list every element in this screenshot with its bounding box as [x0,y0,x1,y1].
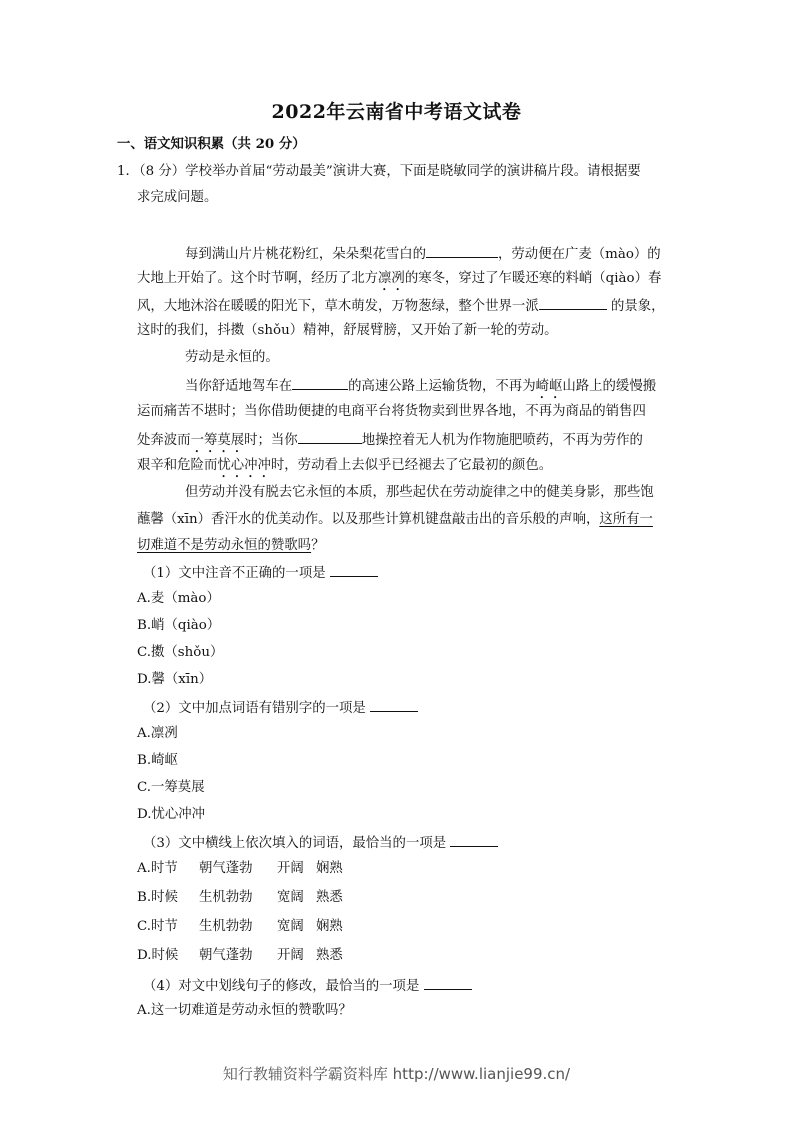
subquestion-2-option-d: D.忧心冲冲 [137,807,206,822]
page-title: 2022年云南省中考语文试卷 [271,101,522,123]
passage-p1-line2: 大地上开始了。这个时节啊，经历了北方凛冽的寒冬，穿过了乍暖还寒的料峭（qiào）春 [137,271,662,286]
passage-p3-line2: 运而痛苦不堪时；当你借助便捷的电商平台将货物卖到世界各地，不再为商品的销售四 [137,404,646,419]
answer-blank-3 [450,833,498,847]
subquestion-1-option-c: C.擞（shǒu） [137,645,224,660]
passage-p4-line1: 但劳动并没有脱去它永恒的本质，那些起伏在劳动旋律之中的健美身影，那些饱 [185,485,654,500]
question-intro-line1: 1．（8 分）学校举办首届“劳动最美”演讲大赛，下面是晓敏同学的演讲稿片段。请根据要 [117,164,641,179]
passage-p2: 劳动是永恒的。 [185,350,279,365]
subquestion-1-option-d: D.馨（xīn） [137,672,213,687]
answer-blank-2 [370,698,418,712]
section-heading: 一、语文知识积累（共 20 分） [117,136,306,152]
subquestion-2-option-a: A.凛冽 [137,726,178,741]
subquestion-1-option-a: A.麦（mào） [137,591,220,606]
answer-blank-1 [330,563,378,577]
subquestion-3-stem: （3）文中横线上依次填入的词语，最恰当的一项是 [143,833,498,853]
subquestion-2-option-c: C.一筹莫展 [137,780,205,795]
fill-blank-1 [426,244,498,258]
subquestion-3-option-c: C.时节 生机勃勃 宽阔 娴熟 [137,919,343,934]
subquestion-1-option-b: B.峭（qiào） [137,618,221,633]
subquestion-3-option-a: A.时节 朝气蓬勃 开阔 娴熟 [137,861,343,876]
fill-blank-4 [298,430,362,444]
subquestion-4-stem: （4）对文中划线句子的修改，最恰当的一项是 [143,976,472,996]
passage-p3-line3: 处奔波而一筹莫展时；当你 地操控着无人机为作物施肥喷药，不再为劳作的 [137,430,643,456]
passage-p1-line1: 每到满山片片桃花粉红，朵朵梨花雪白的 ，劳动便在广麦（mào）的 [185,244,661,264]
passage-p4-line2: 蘸馨（xīn）香汗水的优美动作。以及那些计算机键盘敲击出的音乐般的声响，这所有一 [137,512,653,527]
subquestion-2-option-b: B.崎岖 [137,753,178,768]
passage-p4-line3: 切难道不是劳动永恒的赞歌吗？ [137,538,325,553]
passage-p3-line4: 艰辛和危险而忧心冲冲时，劳动看上去似乎已经褪去了它最初的颜色。 [137,458,553,473]
question-intro-line2: 求完成问题。 [137,190,218,205]
footer-watermark: 知行教辅资料学霸资料库 http://www.lianjie99.cn/ [222,1065,571,1083]
passage-p1-line3: 风，大地沐浴在暖暖的阳光下，草木萌发，万物葱绿，整个世界一派 的景象， [137,296,665,316]
passage-p3-line1: 当你舒适地驾车在 的高速公路上运输货物，不再为崎岖山路上的缓慢搬 [185,376,656,402]
subquestion-3-option-b: B.时候 生机勃勃 宽阔 熟悉 [137,890,343,905]
subquestion-4-option-a: A.这一切难道是劳动永恒的赞歌吗？ [137,1003,352,1018]
fill-blank-3 [292,376,348,390]
subquestion-3-option-d: D.时候 朝气蓬勃 开阔 熟悉 [137,948,343,963]
fill-blank-2 [539,296,607,310]
subquestion-1-stem: （1）文中注音不正确的一项是 [143,563,378,583]
subquestion-2-stem: （2）文中加点词语有错别字的一项是 [143,698,418,718]
answer-blank-4 [424,976,472,990]
passage-p1-line4: 这时的我们，抖擞（shǒu）精神，舒展臂膀，又开始了新一轮的劳动。 [137,323,558,338]
